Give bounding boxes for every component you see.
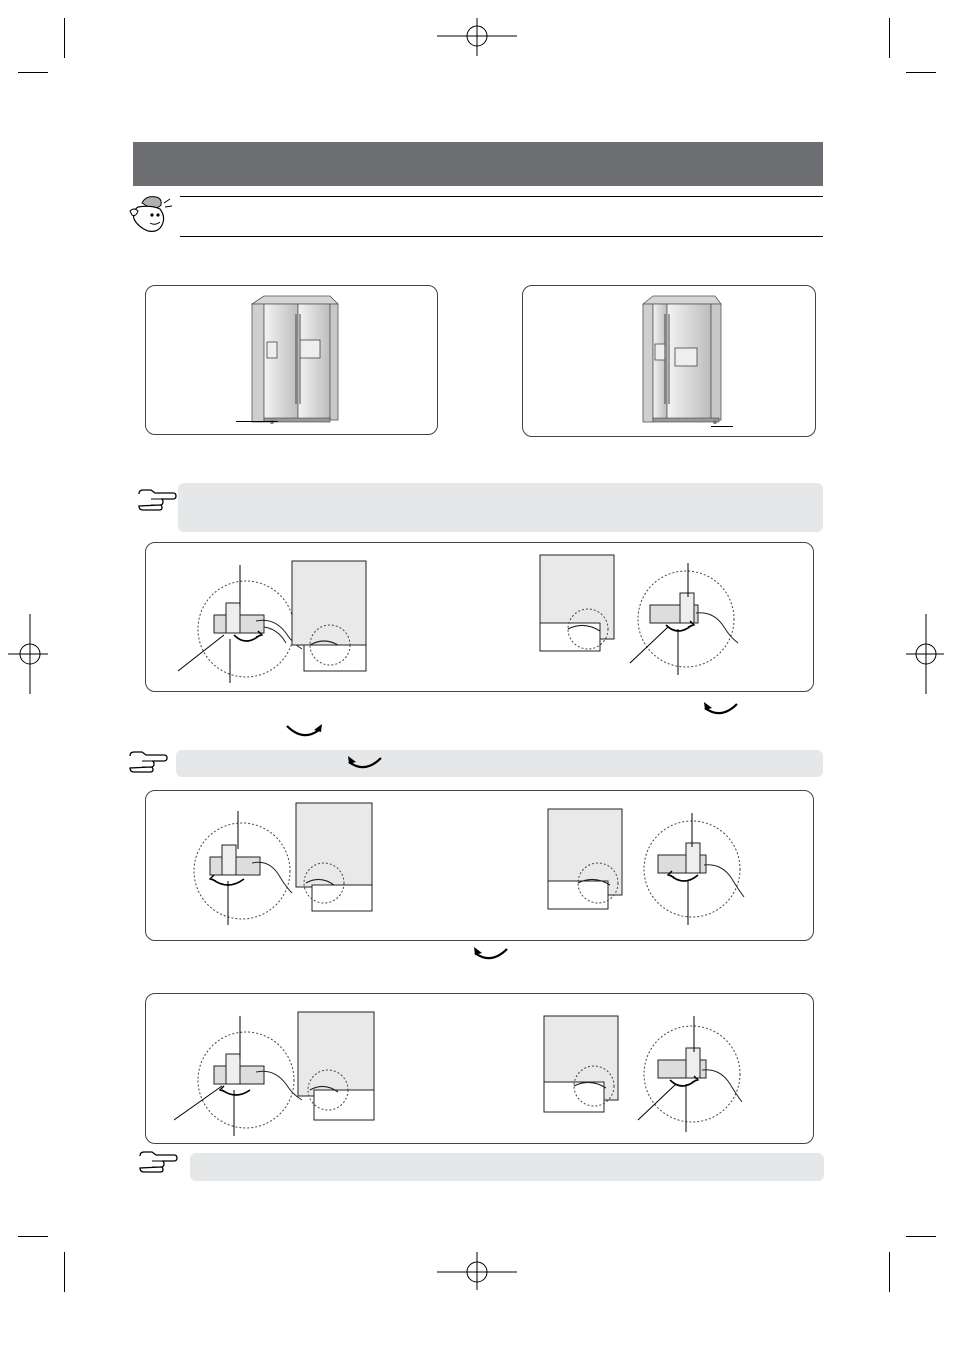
fridge-overview-right-box — [522, 285, 816, 437]
intro-text — [185, 206, 815, 230]
pointing-hand-icon — [138, 1150, 178, 1174]
pointing-hand-icon — [128, 750, 168, 774]
fridge-overview-left-box — [145, 285, 438, 435]
registration-mark-icon — [904, 614, 944, 694]
registration-mark-icon — [437, 1252, 517, 1292]
leveling-foot-detail-right — [538, 553, 748, 683]
note-box — [178, 483, 823, 532]
tip-mascot-icon — [128, 193, 174, 235]
leader-line — [236, 421, 278, 422]
registration-mark-icon — [8, 614, 48, 694]
adjust-step-box — [145, 993, 814, 1144]
curved-arrow-icon — [285, 722, 323, 742]
note-box — [190, 1153, 824, 1181]
leveling-foot-detail-left — [174, 1008, 384, 1138]
leveling-foot-detail-left — [184, 801, 384, 931]
header-bar — [133, 142, 823, 186]
intro-top-rule — [180, 196, 823, 197]
note-box — [176, 750, 823, 777]
curved-arrow-icon — [347, 754, 385, 774]
pointing-hand-icon — [137, 488, 177, 512]
leveling-foot-detail-right — [542, 1012, 752, 1142]
curved-arrow-icon — [703, 700, 741, 720]
curved-arrow-icon — [473, 945, 511, 965]
step-text — [150, 700, 690, 740]
intro-bottom-rule — [180, 236, 823, 237]
refrigerator-illustration — [234, 294, 344, 424]
step-text — [520, 946, 820, 966]
refrigerator-illustration — [635, 294, 745, 424]
adjust-step-box — [145, 542, 814, 692]
registration-mark-icon — [437, 18, 517, 58]
adjust-step-box — [145, 790, 814, 941]
leader-line — [711, 426, 733, 427]
leveling-foot-detail-right — [546, 803, 756, 933]
step-text — [150, 946, 470, 966]
leveling-foot-detail-left — [174, 557, 374, 683]
